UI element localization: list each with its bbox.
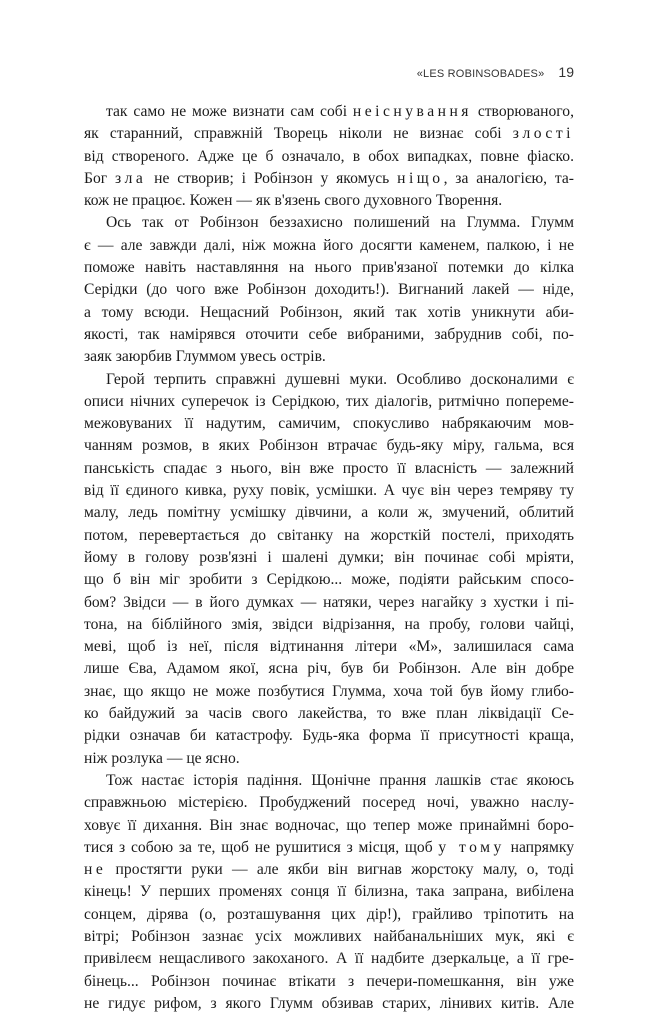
text-line: кож не працює. Кожен — як в'язень свого духовного Творення.	[84, 192, 503, 210]
text-line: чанням розмов, в яких Робінзон втрачає будь-яку міру, гальма, вся	[84, 437, 574, 455]
text-line: що б він міг зробити з Серідкою... може, подіяти райським спосо-	[84, 571, 574, 589]
text-line: описи нічних суперечок із Серідкою, тих діалогів, ритмічно поперемe-	[84, 392, 574, 410]
text-line: від створеного. Адже це б означало, в обох випадках, повне фіаско.	[84, 147, 574, 165]
text-line: ховує її дихання. Він знає водночас, що тепер може принаймні боро-	[84, 816, 574, 834]
text-line: знає, що якщо не може позбутися Глумма, хоча той був йому глибо-	[84, 682, 574, 700]
spaced-emphasis: у тому	[438, 838, 505, 856]
spaced-emphasis: злості	[512, 125, 574, 143]
text-line: заяк заюрбив Глуммом увесь острів.	[84, 348, 326, 366]
text-line: справжньою містерією. Пробуджений посеред ночі, уважно наслу-	[84, 794, 574, 812]
text-line: не гидує рифом, з якого Глумм обзивав старих, лінивих китів. Але	[84, 994, 574, 1012]
text-line: меві, щоб із неї, після відтинання літери «М», залишилася сама	[84, 638, 574, 656]
text-line: Ось так от Робінзон беззахисно полишений на Глумма. Глумм	[106, 214, 574, 232]
text-line: є — але завжди далі, ніж можна його досягти каменем, палкою, і не	[84, 236, 574, 254]
text-line: бінець... Робінзон починає втікати з печери-помешкання, він уже	[84, 972, 574, 990]
text-line: вітрі; Робінзон зазнає усіх можливих найбанальніших мук, які є	[84, 927, 574, 945]
spaced-emphasis: ніщо	[397, 169, 444, 187]
text-line: межовуваних її надутим, самичим, спокусливо набрякаючим мов-	[84, 415, 574, 433]
text-line: кінець! У перших променях сонця її білизна, така запрана, вибілена	[84, 883, 574, 901]
body-text	[84, 101, 574, 1015]
text-line: Герой терпить справжні душевні муки. Особливо досконалими є	[106, 370, 574, 388]
text-line: бом? Звідси — в його думках — натяки, через нагайку з хустки і пі-	[84, 593, 574, 611]
running-title: «LES ROBINSOBADES»	[416, 68, 545, 80]
spaced-emphasis: зла	[114, 169, 147, 187]
text-line: а тому всюди. Нещасний Робінзон, який так хотів уникнути аби-	[84, 303, 574, 321]
spaced-emphasis: не	[84, 861, 107, 879]
text-line: йому в голову розв'язні і шалені думки; він починає собі мріяти,	[84, 548, 574, 566]
text-line: потом, перевертається до світанку на жорсткій постелі, приходять	[84, 526, 574, 544]
text-line: рідки означав би катастрофу. Будь-яка форма її присутності краща,	[84, 727, 574, 745]
text-line: Бог зла не створив; і Робінзон у якомусь ніщо, за аналогією, та-	[84, 169, 574, 187]
text-line: так само не може визнати сам собі неіснування створюваного,	[106, 103, 574, 120]
text-line: поможе навіть наставляння на нього прив'язаної потемки до кілка	[84, 259, 574, 277]
text-line: лише Єва, Адамом якої, ясна річ, був би Робінзон. Але він добре	[84, 660, 574, 678]
text-line: ніж розлука — це ясно.	[84, 749, 240, 767]
text-line: сонцем, дірява (о, розташування цих дір!), грайливо тріпотить на	[84, 905, 574, 923]
page-number: 19	[558, 64, 574, 80]
text-line: як старанний, справжній Творець ніколи не визнає собі злості	[84, 125, 574, 143]
spaced-emphasis: неіснування	[352, 103, 472, 120]
text-line: Тож настає історія падіння. Щонічне прання лашків стає якоюсь	[106, 771, 574, 789]
text-line: панськість спадає з нього, він вже просто її власність — залежний	[84, 459, 574, 477]
text-line: малу, ледь помітну усмішку дівчини, а коли ж, змучений, облитий	[84, 504, 574, 522]
text-line: Серідки (до чого вже Робінзон доходить!). Вигнаний лакей — ніде,	[84, 281, 574, 299]
running-head	[417, 64, 574, 80]
text-line: тися з собою за те, щоб не рушитися з місця, щоб у тому напрямку	[84, 838, 574, 856]
text-line: якості, так намірявся оточити себе вибраними, забруднив собі, по-	[84, 325, 574, 343]
text-line: від її єдиного кивка, руху повік, усмішки. А чує він через темряву ту	[84, 482, 574, 500]
text-line: тона, на біблійного змія, звідси відрізання, на пробу, голови чайці,	[84, 615, 574, 633]
text-line: не простягти руки — але якби він вигнав жорстоку малу, о, тоді	[84, 861, 574, 879]
text-line: привілеєм нещасливого закоханого. А її надбите дзеркальце, а її гре-	[84, 950, 574, 968]
text-line: ко байдужий за часів свого лакейства, то вже план ліквідації Се-	[84, 705, 574, 723]
